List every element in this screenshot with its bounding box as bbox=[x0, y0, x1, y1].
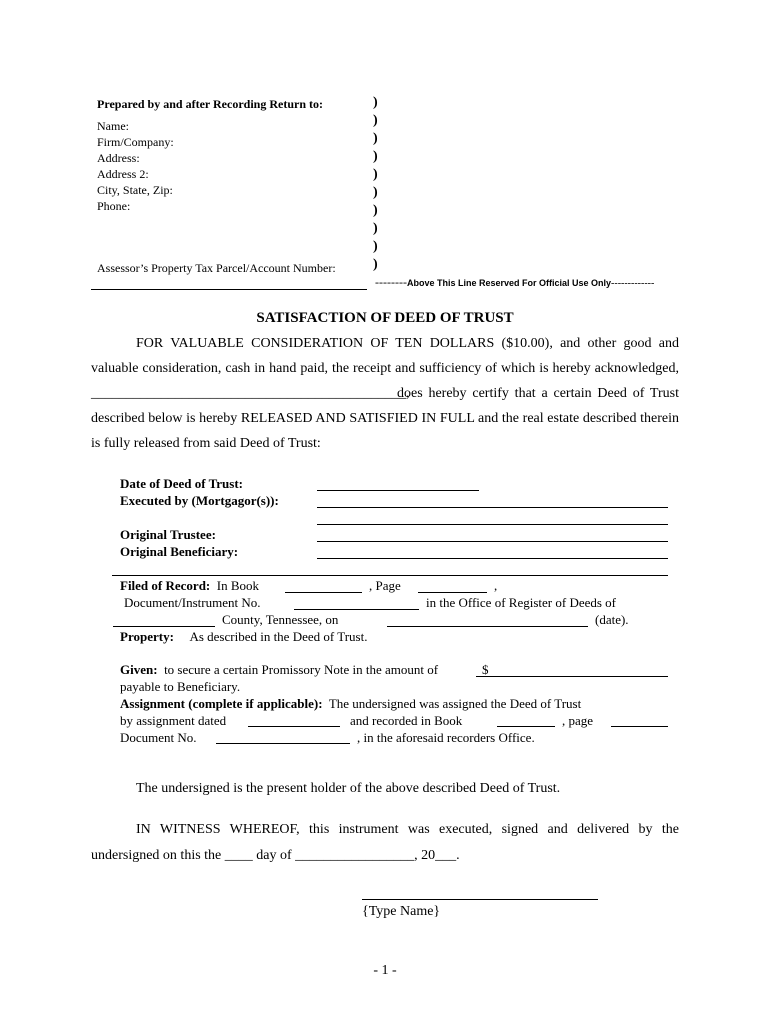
assignment-page-line bbox=[611, 726, 668, 727]
original-beneficiary-label: Original Beneficiary: bbox=[120, 544, 239, 559]
assessor-parcel-label: Assessor’s Property Tax Parcel/Account Number: bbox=[97, 261, 336, 275]
assignment-date-line bbox=[248, 726, 340, 727]
intro-line: FOR VALUABLE CONSIDERATION OF TEN DOLLARS ($10.00), and other good and bbox=[136, 336, 679, 351]
filed-of-record-label: Filed of Record: bbox=[120, 578, 211, 593]
bracket-paren: ) bbox=[373, 113, 378, 128]
assignment-book-line bbox=[497, 726, 555, 727]
intro-line: is fully released from said Deed of Trust: bbox=[91, 436, 321, 451]
bracket-paren: ) bbox=[373, 221, 378, 236]
dashes: -------- bbox=[375, 275, 407, 289]
name-field-label: Name: bbox=[97, 119, 129, 133]
official-use-notice bbox=[375, 275, 654, 291]
firm-field-label: Firm/Company: bbox=[97, 135, 174, 149]
parcel-number-line bbox=[91, 289, 367, 290]
page-label-2: , page bbox=[562, 713, 594, 728]
comma: , bbox=[494, 578, 498, 593]
by-assignment-label: by assignment dated bbox=[120, 713, 227, 728]
witness-line: IN WITNESS WHEREOF, this instrument was executed, signed and delivered by the bbox=[136, 822, 679, 837]
address-field-label: Address: bbox=[97, 151, 140, 165]
assignment-text: The undersigned was assigned the Deed of Trust bbox=[328, 696, 582, 711]
document-no-label: Document No. bbox=[120, 730, 197, 745]
page-label: , Page bbox=[369, 578, 401, 593]
doc-instrument-line bbox=[294, 609, 419, 610]
signature-line bbox=[362, 899, 598, 900]
recorded-in-book-label: and recorded in Book bbox=[350, 713, 463, 728]
address2-field-label: Address 2: bbox=[97, 167, 149, 181]
county-label: County, Tennessee, on bbox=[222, 612, 339, 627]
property-label: Property: bbox=[120, 629, 174, 644]
page-number-line bbox=[418, 592, 487, 593]
intro-line: valuable consideration, cash in hand paid, the receipt and sufficiency of which is hereby acknowledged, bbox=[91, 361, 679, 376]
executed-by-label: Executed by (Mortgagor(s)): bbox=[120, 493, 279, 508]
document-title: SATISFACTION OF DEED OF TRUST bbox=[256, 310, 514, 326]
intro-line: described below is hereby RELEASED AND SATISFIED IN FULL and the real estate described therein bbox=[91, 411, 679, 426]
county-line bbox=[113, 626, 215, 627]
city-state-zip-field-label: City, State, Zip: bbox=[97, 183, 173, 197]
document-no-line bbox=[216, 743, 350, 744]
bracket-paren: ) bbox=[373, 167, 378, 182]
bracket-paren: ) bbox=[373, 257, 378, 272]
office-register-label: in the Office of Register of Deeds of bbox=[426, 595, 617, 610]
dollar-sign: $ bbox=[482, 662, 489, 677]
dashes-tail: ------------- bbox=[611, 278, 655, 289]
intro-line: does hereby certify that a certain Deed of Trust bbox=[397, 386, 679, 401]
type-name-placeholder: {Type Name} bbox=[362, 904, 441, 919]
bracket-paren: ) bbox=[373, 239, 378, 254]
holder-statement: The undersigned is the present holder of the above described Deed of Trust. bbox=[136, 781, 561, 796]
original-beneficiary-line bbox=[317, 558, 668, 559]
witness-date-line: undersigned on this the ____ day of _________________, 20___. bbox=[91, 848, 460, 863]
phone-field-label: Phone: bbox=[97, 199, 131, 213]
amount-line bbox=[476, 676, 668, 677]
original-trustee-label: Original Trustee: bbox=[120, 527, 216, 542]
assignment-label: Assignment (complete if applicable): bbox=[120, 696, 323, 711]
bracket-paren: ) bbox=[373, 95, 378, 110]
given-label: Given: bbox=[120, 662, 158, 677]
doc-instrument-label: Document/Instrument No. bbox=[124, 595, 261, 610]
bracket-paren: ) bbox=[373, 149, 378, 164]
recording-date-line bbox=[387, 626, 588, 627]
given-text: to secure a certain Promissory Note in the amount of bbox=[164, 662, 439, 677]
book-number-line bbox=[285, 592, 362, 593]
executed-by-line bbox=[317, 507, 668, 508]
filed-of-record-row bbox=[120, 577, 259, 594]
original-trustee-line bbox=[317, 541, 668, 542]
section-divider bbox=[112, 575, 668, 576]
bracket-paren: ) bbox=[373, 203, 378, 218]
date-of-deed-line bbox=[317, 490, 479, 491]
in-book-label: In Book bbox=[216, 578, 260, 593]
given-row bbox=[120, 661, 438, 678]
bracket-paren: ) bbox=[373, 131, 378, 146]
grantor-name-blank: _____________________________________________, bbox=[91, 386, 410, 401]
official-use-text: Above This Line Reserved For Official Use Only bbox=[406, 278, 612, 288]
executed-by-line-2 bbox=[317, 524, 668, 525]
assignment-row bbox=[120, 695, 581, 712]
date-paren-label: (date). bbox=[595, 612, 629, 627]
bracket-paren: ) bbox=[373, 185, 378, 200]
prepared-by-heading: Prepared by and after Recording Return to: bbox=[97, 97, 323, 111]
page-number: - 1 - bbox=[373, 963, 397, 978]
recorders-office-text: , in the aforesaid recorders Office. bbox=[357, 730, 535, 745]
date-of-deed-label: Date of Deed of Trust: bbox=[120, 476, 243, 491]
payable-text: payable to Beneficiary. bbox=[120, 679, 241, 694]
property-text: As described in the Deed of Trust. bbox=[189, 629, 368, 644]
property-row bbox=[120, 628, 367, 645]
